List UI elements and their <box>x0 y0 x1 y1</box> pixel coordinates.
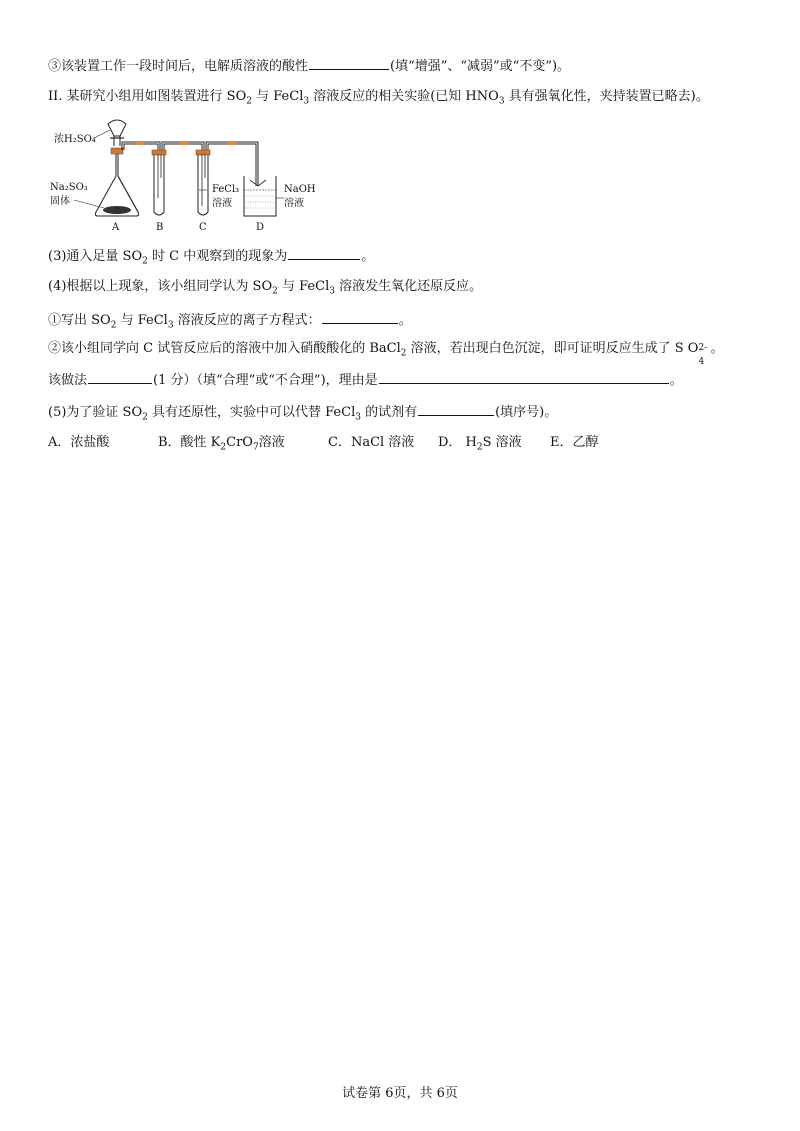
subscript: 3 <box>167 320 174 331</box>
label-d: D <box>256 222 265 233</box>
flask-a <box>95 148 138 216</box>
option-b-text: B．酸性 K <box>158 435 221 450</box>
question-text: 。 <box>706 341 724 356</box>
answer-blank[interactable] <box>322 310 398 324</box>
question-text: (填序号)。 <box>495 405 558 420</box>
subscript: 2 <box>476 442 483 453</box>
question-text: 与 FeCl <box>116 313 168 328</box>
label-fecl3-solution: 溶液 <box>212 198 232 209</box>
section-text: 溶液反应的相关实验(已知 HNO <box>309 89 499 104</box>
section-text: II. 某研究小组用如图装置进行 <box>48 89 227 104</box>
option-d[interactable] <box>438 434 550 452</box>
label-na2so3: Na₂SO₃ <box>50 182 88 193</box>
question-text: 的试剂有 <box>360 405 418 420</box>
answer-blank[interactable] <box>418 402 494 416</box>
subscript: 3 <box>303 96 310 107</box>
option-d-text: S 溶液 <box>482 435 522 450</box>
test-tube-b <box>152 150 166 215</box>
question-text: 溶液发生氧化还原反应。 <box>334 279 483 294</box>
section-text: 具有强氧化性，夹持装置已略去)。 <box>504 89 709 104</box>
question-4-part-ii: ②该小组同学向 C 试管反应后的溶液中加入硝酸酸化的 BaCl$_2$ 溶液，若出现白色沉淀，即可证明反应生成了 S O 2- 4 。 <box>48 341 724 367</box>
option-a[interactable]: A．浓盐酸 <box>48 435 110 450</box>
question-text: (5)为了验证 SO <box>48 405 143 420</box>
question-text: (4)根据以上现象，该小组同学认为 SO <box>48 279 273 294</box>
section-text: 与 FeCl <box>251 89 304 104</box>
beaker-d <box>244 176 276 216</box>
question-text: (1 分）（填“合理”或“不合理”)，理由是 <box>153 373 378 388</box>
question-hint: (填“增强”、“减弱”或“不变”)。 <box>390 59 571 74</box>
question-text: 该做法 <box>48 373 88 388</box>
question-text: 时 C 中观察到的现象为 <box>147 249 288 264</box>
question-5 <box>48 402 557 422</box>
subscript: 2 <box>246 96 252 107</box>
question-text: 溶液反应的离子方程式： <box>173 313 321 328</box>
subscript: 2 <box>220 442 227 453</box>
answer-blank[interactable] <box>288 246 360 260</box>
label-solid: 固体 <box>50 196 70 207</box>
subscript: 2 <box>272 286 278 297</box>
subscript: 3 <box>498 96 505 107</box>
option-e[interactable]: E．乙醇 <box>550 435 599 450</box>
question-text: 。 <box>669 373 683 388</box>
label-b: B <box>156 222 164 233</box>
subscript: 3 <box>329 286 335 297</box>
page-footer: 试卷第 6页，共 6页 <box>342 1086 458 1101</box>
subscript: 2 <box>142 412 148 423</box>
question-text: 溶液，若出现白色沉淀，即可证明反应生成了 S O <box>406 341 699 356</box>
label-a: A <box>112 222 120 233</box>
label-c: C <box>199 222 207 233</box>
question-text: 。 <box>398 313 412 328</box>
option-b-text: CrO <box>226 435 253 450</box>
question-text: 。 <box>361 249 375 264</box>
label-fecl3: FeCl₃ <box>212 184 240 195</box>
option-b[interactable] <box>158 434 328 452</box>
formula-so: SO <box>226 89 247 104</box>
question-text: (3)通入足量 SO <box>48 249 143 264</box>
option-d-text: D． H <box>438 435 477 450</box>
connecting-tubes <box>122 141 258 186</box>
question-text: ③该装置工作一段时间后，电解质溶液的酸性 <box>48 59 309 74</box>
question-5-options <box>48 434 599 452</box>
question-4-part-i <box>48 310 412 330</box>
label-h2so4: 浓H₂SO₄ <box>54 134 96 145</box>
answer-blank[interactable] <box>88 370 152 384</box>
question-text: 具有还原性，实验中可以代替 FeCl <box>147 405 356 420</box>
question-4 <box>48 278 482 296</box>
subscript: 2 <box>142 256 148 267</box>
subscript: 2 <box>400 348 407 359</box>
question-text: ②该小组同学向 C 试管反应后的溶液中加入硝酸酸化的 BaCl <box>48 341 401 356</box>
reason-blank[interactable] <box>379 370 669 384</box>
question-text: ①写出 SO <box>48 313 111 328</box>
question-3 <box>48 246 374 266</box>
section-ii-intro <box>48 88 709 106</box>
subscript: 3 <box>355 412 361 423</box>
question-3-part-iii <box>48 56 570 76</box>
apparatus-diagram <box>48 116 318 234</box>
question-text: 与 FeCl <box>277 279 330 294</box>
subscript: 7 <box>252 442 259 453</box>
option-b-text: 溶液 <box>258 435 285 450</box>
answer-blank[interactable] <box>309 56 389 70</box>
option-c[interactable]: C．NaCl 溶液 <box>328 435 415 450</box>
subscript: 2 <box>110 320 117 331</box>
label-naoh-solution: 溶液 <box>284 198 304 209</box>
question-4-part-ii-b <box>48 370 683 390</box>
test-tube-c <box>196 150 210 215</box>
label-naoh: NaOH <box>284 184 316 195</box>
